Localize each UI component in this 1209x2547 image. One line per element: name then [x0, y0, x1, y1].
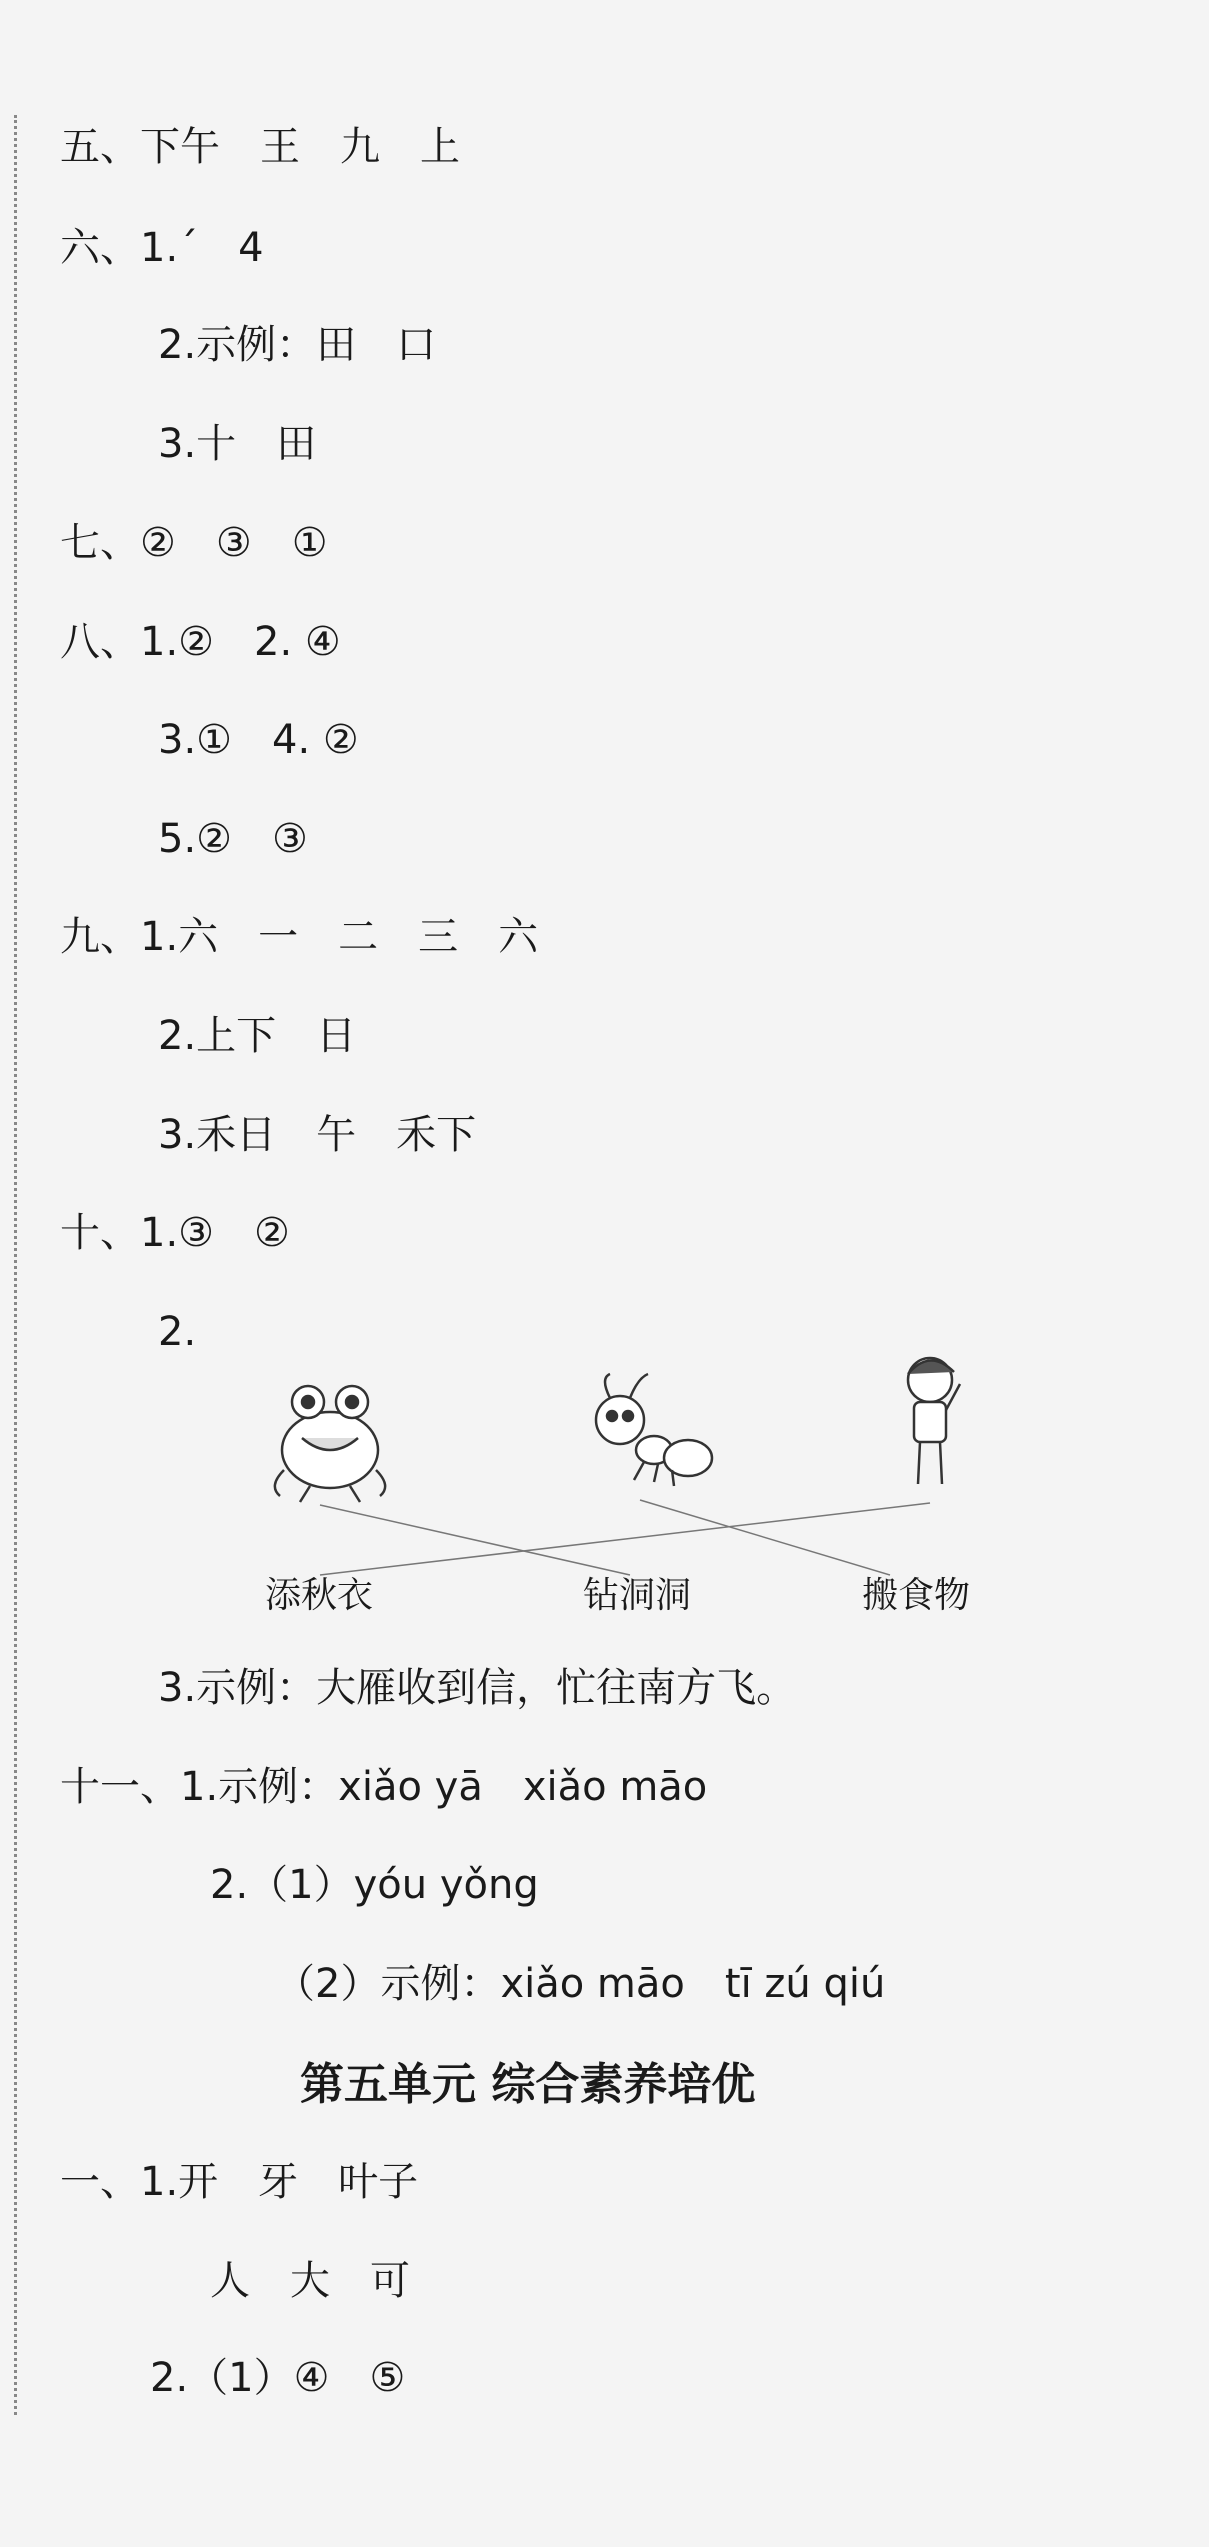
answer-line-6-2: 2.示例：田 口 [158, 322, 437, 368]
match-label-3: 搬食物 [862, 1575, 971, 1616]
answer-line-9-3: 3.禾日 午 禾下 [158, 1112, 477, 1158]
answer-line-9-1: 九、1.六 一 二 三 六 [60, 914, 539, 960]
match-label-2: 钻洞洞 [583, 1575, 692, 1616]
answer-line-10-1: 十、1.③ ② [60, 1210, 290, 1256]
answer-line-9-2: 2.上下 日 [158, 1013, 357, 1059]
match-line-boy [320, 1503, 930, 1575]
answer-line-u1-2: 2.（1）④ ⑤ [150, 2355, 406, 2401]
section-heading: 第五单元 综合素养培优 [300, 2059, 756, 2110]
answer-line-u1-1: 一、1.开 牙 叶子 [60, 2159, 419, 2205]
match-line-frog [320, 1505, 630, 1575]
answer-line-6-3: 3.十 田 [158, 421, 317, 467]
answer-line-11-2-2: （2）示例：xiǎo māo tī zú qiú [275, 1961, 886, 2007]
match-line-ant [640, 1500, 890, 1575]
answer-line-11-2: 2.（1）yóu yǒng [210, 1862, 539, 1908]
boy-icon [908, 1358, 960, 1484]
binding-margin-line [14, 115, 17, 2415]
ant-icon [596, 1374, 712, 1486]
answer-line-6-1: 六、1.ˊ 4 [60, 225, 264, 271]
frog-icon [275, 1386, 385, 1502]
answer-line-7: 七、② ③ ① [60, 520, 328, 566]
answer-line-11-1: 十一、1.示例：xiǎo yā xiǎo māo [60, 1764, 708, 1810]
match-label-1: 添秋衣 [265, 1575, 374, 1616]
answer-line-u1-1b: 人 大 可 [210, 2258, 410, 2304]
answer-line-8-1: 八、1.② 2. ④ [60, 619, 341, 665]
answer-line-8-3: 5.② ③ [158, 816, 308, 862]
answer-line-8-2: 3.① 4. ② [158, 717, 359, 763]
answer-line-5: 五、下午 王 九 上 [60, 124, 460, 170]
answer-line-10-3: 3.示例：大雁收到信，忙往南方飞。 [158, 1665, 797, 1711]
answer-line-10-2: 2. [158, 1309, 197, 1355]
